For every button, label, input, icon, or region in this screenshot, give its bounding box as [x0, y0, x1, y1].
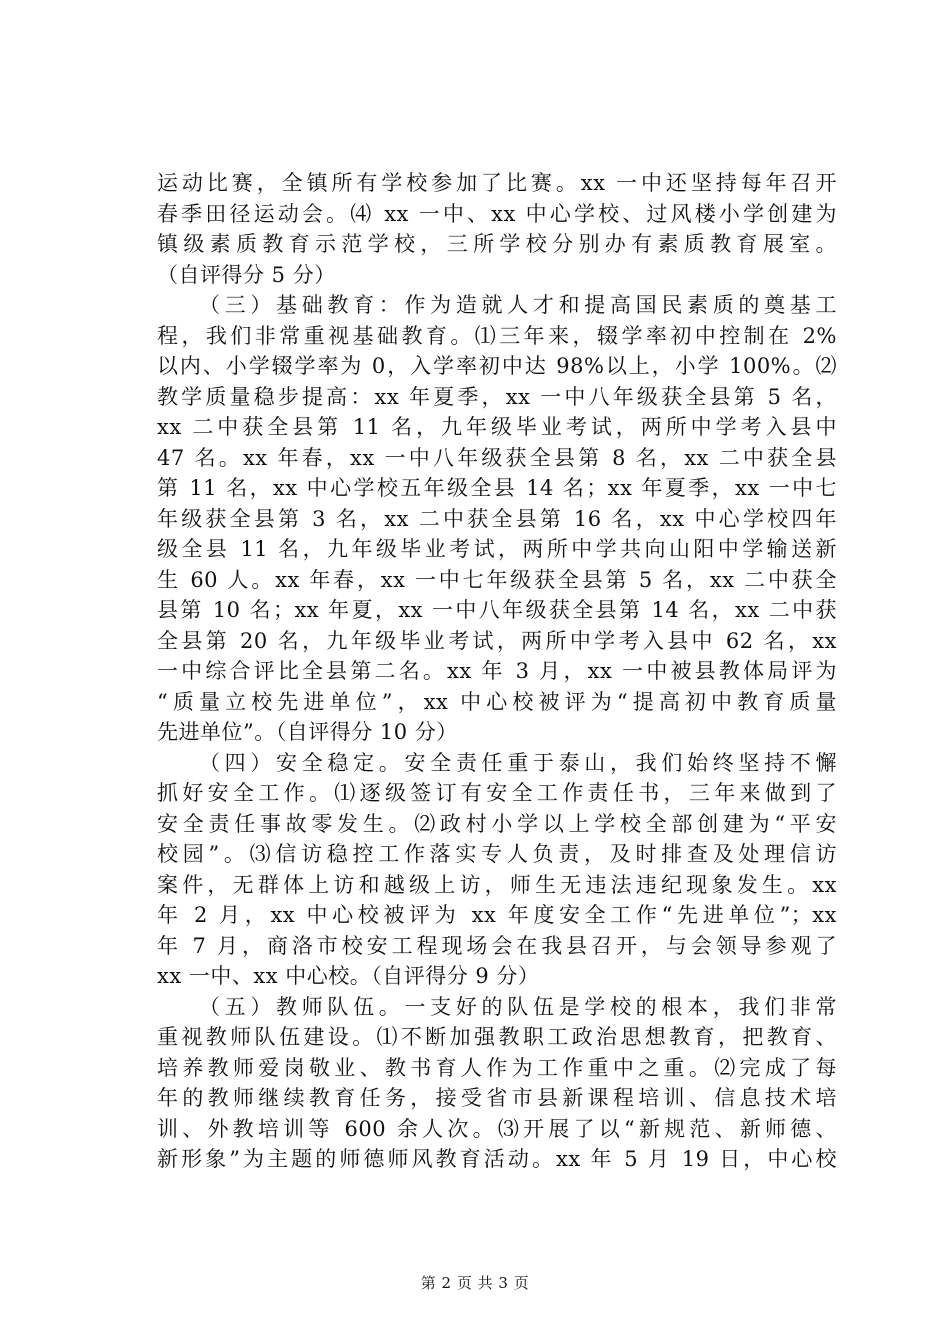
text-line: 年 7 月，商洛市校安工程现场会在我县召开，与会领导参观了 [157, 933, 837, 958]
text-line: 年级获全县第 3 名，xx 二中获全县第 16 名，xx 中心学校四年 [157, 506, 837, 531]
text-line: 年 2 月，xx 中心校被评为 xx 年度安全工作“先进单位”；xx [157, 903, 837, 927]
text-line: “质量立校先进单位”，xx 中心校被评为“提高初中教育质量 [157, 689, 837, 714]
text-line: 案件，无群体上访和越级上访，师生无违法违纪现象发生。xx [157, 872, 837, 897]
document-body [157, 168, 837, 1175]
text-line: 47 名。xx 年春，xx 一中八年级获全县第 8 名，xx 二中获全县 [157, 445, 837, 470]
text-line: 年的教师继续教育任务，接受省市县新课程培训、信息技术培 [157, 1086, 837, 1110]
text-line: 校园”。⑶信访稳控工作落实专人负责，及时排查及处理信访 [157, 842, 837, 866]
text-line: 第 11 名，xx 中心学校五年级全县 14 名；xx 年夏季，xx 一中七 [157, 476, 837, 500]
paragraph-continuation [157, 168, 837, 290]
text-line: 生 60 人。xx 年春，xx 一中七年级获全县第 5 名，xx 二中获全 [157, 567, 837, 592]
text-line: 春季田径运动会。⑷ xx 一中、xx 中心学校、过风楼小学创建为 [157, 201, 837, 226]
text-line: 程，我们非常重视基础教育。⑴三年来，辍学率初中控制在 2% [157, 323, 837, 348]
text-line: （五）教师队伍。一支好的队伍是学校的根本，我们非常 [199, 994, 837, 1019]
text-line: 教学质量稳步提高：xx 年夏季，xx 一中八年级获全县第 5 名， [157, 384, 837, 409]
text-line: xx 一中、xx 中心校。（自评得分 9 分） [157, 964, 540, 988]
text-line: 抓好安全工作。⑴逐级签订有安全工作责任书，三年来做到了 [157, 781, 837, 805]
text-line: 先进单位”。（自评得分 10 分） [157, 720, 458, 744]
text-line: 新形象”为主题的师德师风教育活动。xx 年 5 月 19 日，中心校 [157, 1147, 837, 1171]
text-line: 训、外教培训等 600 余人次。⑶开展了以“新规范、新师德、 [157, 1116, 837, 1141]
text-line: 培养教师爱岗敬业、教书育人作为工作重中之重。⑵完成了每 [157, 1055, 837, 1080]
paragraph-safety-stability [157, 748, 837, 992]
text-line: 镇级素质教育示范学校，三所学校分别办有素质教育展室。 [157, 232, 837, 256]
text-line: 级全县 11 名，九年级毕业考试，两所中学共向山阳中学输送新 [157, 537, 837, 561]
text-line: 以内、小学辍学率为 0，入学率初中达 98%以上，小学 100%。⑵ [157, 354, 837, 378]
paragraph-teacher-team [157, 992, 837, 1175]
page-footer: 第 2 页 共 3 页 [420, 1274, 530, 1292]
text-line: （四）安全稳定。安全责任重于泰山，我们始终坚持不懈 [199, 750, 837, 775]
text-line: 县第 10 名；xx 年夏，xx 一中八年级获全县第 14 名，xx 二中获 [157, 598, 837, 622]
text-line: xx 二中获全县第 11 名，九年级毕业考试，两所中学考入县中 [157, 415, 837, 439]
paragraph-basic-education [157, 290, 837, 748]
text-line: 重视教师队伍建设。⑴不断加强教职工政治思想教育，把教育、 [157, 1025, 837, 1049]
text-line: （自评得分 5 分） [157, 262, 336, 287]
text-line: 安全责任事故零发生。⑵政村小学以上学校全部创建为“平安 [157, 811, 837, 836]
text-line: （三）基础教育：作为造就人才和提高国民素质的奠基工 [199, 293, 837, 317]
text-line: 运动比赛，全镇所有学校参加了比赛。xx 一中还坚持每年召开 [157, 171, 837, 195]
text-line: 全县第 20 名，九年级毕业考试，两所中学考入县中 62 名，xx [157, 628, 837, 653]
text-line: 一中综合评比全县第二名。xx 年 3 月，xx 一中被县教体局评为 [157, 659, 837, 683]
